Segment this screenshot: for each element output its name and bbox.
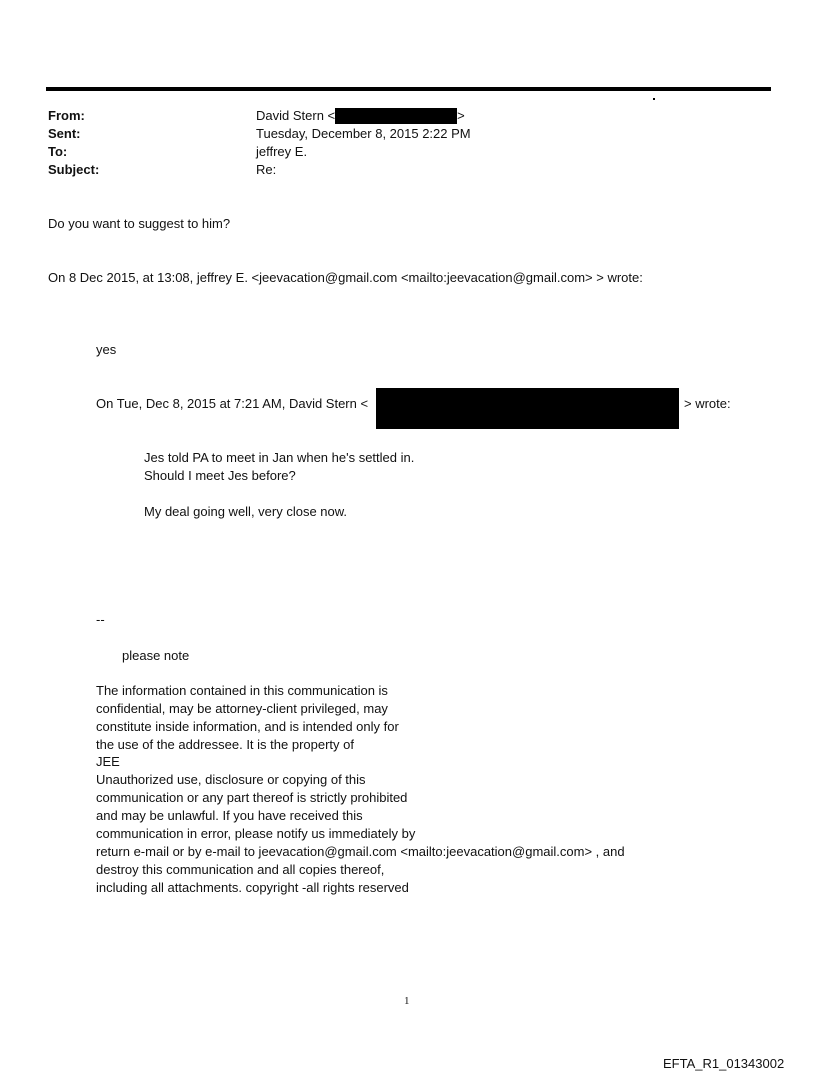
body-question: Do you want to suggest to him? (48, 216, 231, 231)
from-value (256, 107, 465, 125)
please-note: please note (122, 648, 190, 663)
sent-label: Sent: (48, 126, 81, 141)
nested-line: My deal going well, very close now. (144, 504, 348, 519)
quote1-intro: On 8 Dec 2015, at 13:08, jeffrey E. <jeevacation@gmail.com <mailto:jeevacation@gmail.com> > wrote: (48, 270, 643, 285)
disclaimer-line: communication or any part thereof is strictly prohibited (96, 790, 408, 805)
to-label: To: (48, 144, 68, 159)
disclaimer-line: the use of the addressee. It is the property of (96, 737, 354, 752)
subject-value: Re: (256, 162, 277, 177)
nested-line: Jes told PA to meet in Jan when he's settled in. (144, 450, 415, 465)
page-number: 1 (404, 995, 410, 1007)
header-rule (46, 87, 771, 91)
from-label: From: (48, 108, 85, 123)
disclaimer-line: destroy this communication and all copies thereof, (96, 862, 385, 877)
from-name: David Stern < (256, 108, 336, 123)
quote2-intro-post: > wrote: (684, 396, 731, 411)
disclaimer-line: Unauthorized use, disclosure or copying of this (96, 772, 366, 787)
disclaimer-line: return e-mail or by e-mail to jeevacation@gmail.com <mailto:jeevacation@gmail.com> , and (96, 844, 625, 859)
sent-value: Tuesday, December 8, 2015 2:22 PM (256, 126, 471, 141)
signature-dash: -- (96, 612, 105, 627)
disclaimer-line: and may be unlawful. If you have received this (96, 808, 363, 823)
reply-yes: yes (96, 342, 117, 357)
disclaimer-line: JEE (96, 754, 120, 769)
disclaimer-line: including all attachments. copyright -all rights reserved (96, 880, 409, 895)
document-id: EFTA_R1_01343002 (663, 1056, 785, 1071)
to-value: jeffrey E. (256, 144, 308, 159)
disclaimer-line: The information contained in this communication is (96, 683, 388, 698)
disclaimer-line: constitute inside information, and is intended only for (96, 719, 399, 734)
nested-line: Should I meet Jes before? (144, 468, 296, 483)
redaction-block (376, 388, 679, 429)
disclaimer-line: confidential, may be attorney-client privileged, may (96, 701, 388, 716)
quote2-intro-pre: On Tue, Dec 8, 2015 at 7:21 AM, David Stern < (96, 396, 369, 411)
from-close: > (457, 108, 465, 123)
stray-mark (653, 98, 655, 100)
redaction-block (335, 108, 457, 124)
disclaimer-line: communication in error, please notify us immediately by (96, 826, 416, 841)
subject-label: Subject: (48, 162, 100, 177)
quote2-intro (96, 395, 368, 413)
